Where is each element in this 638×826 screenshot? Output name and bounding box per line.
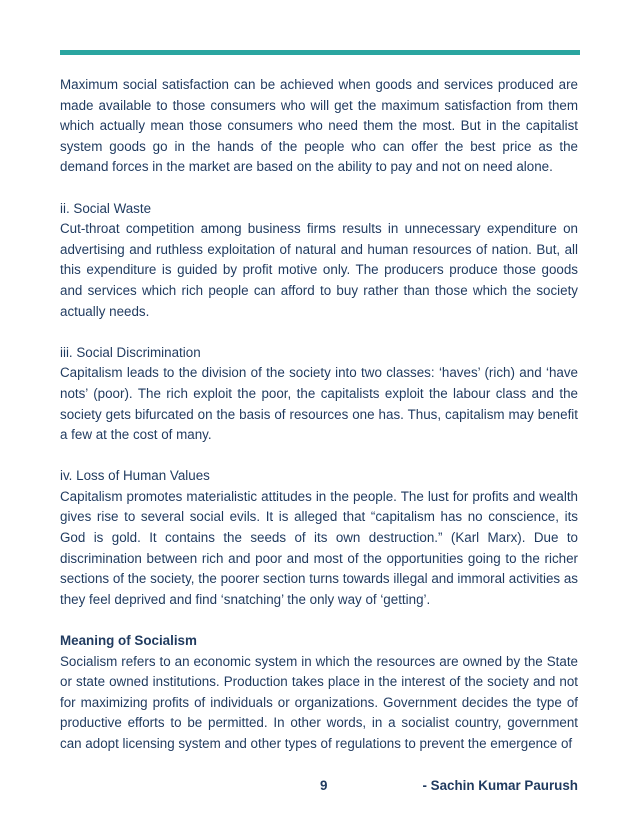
header-rule — [60, 50, 580, 55]
intro-paragraph: Maximum social satisfaction can be achieved when goods and services produced are made available to those consumers who will get the maximum satisfaction from them which actually mean those consumers who need them the most. But in the capitalist system goods go in the hands of the people who can offer the best price as the demand forces in the market are based on the ability to pay and not on need alone. — [60, 77, 578, 175]
section-social-waste — [60, 199, 578, 323]
section-heading: iv. Loss of Human Values — [60, 468, 210, 484]
section-text: Capitalism leads to the division of the society into two classes: ‘haves’ (rich) and ‘have nots’ (poor). The rich exploit the poor, the capitalists exploit the labour class and the society gets bifurcated on the basis of resources one has. Thus, capitalism may benefit a few at the cost of many. — [60, 365, 578, 443]
section-heading-bold: Meaning of Socialism — [60, 633, 197, 649]
section-text: Socialism refers to an economic system in which the resources are owned by the State or state owned institutions. Production takes place in the interest of the society and not for maximizing profits of individuals or organizations. Government decides the type of productive efforts to be permitted. In other words, in a socialist country, government can adopt licensing system and other types of regulations to prevent the emergence of — [60, 653, 578, 751]
page-footer — [0, 778, 638, 800]
section-loss-of-human-values — [60, 466, 578, 610]
author-name: - Sachin Kumar Paurush — [422, 778, 578, 793]
section-text: Capitalism promotes materialistic attitudes in the people. The lust for profits and wealth gives rise to several social evils. It is alleged that “capitalism has no conscience, its God is gold. It contains the seeds of its own destruction.” (Karl Marx). Due to discrimination between rich and poor and most of the opportunities going to the richer sections of the society, the poorer section turns towards illegal and immoral activities as they feel deprived and find ‘snatching’ the only way of ‘getting’. — [60, 488, 578, 607]
section-heading: ii. Social Waste — [60, 200, 152, 216]
section-text: Cut-throat competition among business firms results in unnecessary expenditure on advertising and ruthless exploitation of natural and human resources of nation. But, all this expenditure is guided by profit motive only. The producers produce those goods and services which rich people can afford to buy rather than those which the society actually needs. — [60, 221, 578, 319]
section-meaning-of-socialism — [60, 631, 578, 755]
document-body — [60, 75, 578, 755]
section-heading: iii. Social Discrimination — [60, 344, 201, 360]
section-social-discrimination — [60, 343, 578, 446]
page-number: 9 — [320, 778, 328, 793]
